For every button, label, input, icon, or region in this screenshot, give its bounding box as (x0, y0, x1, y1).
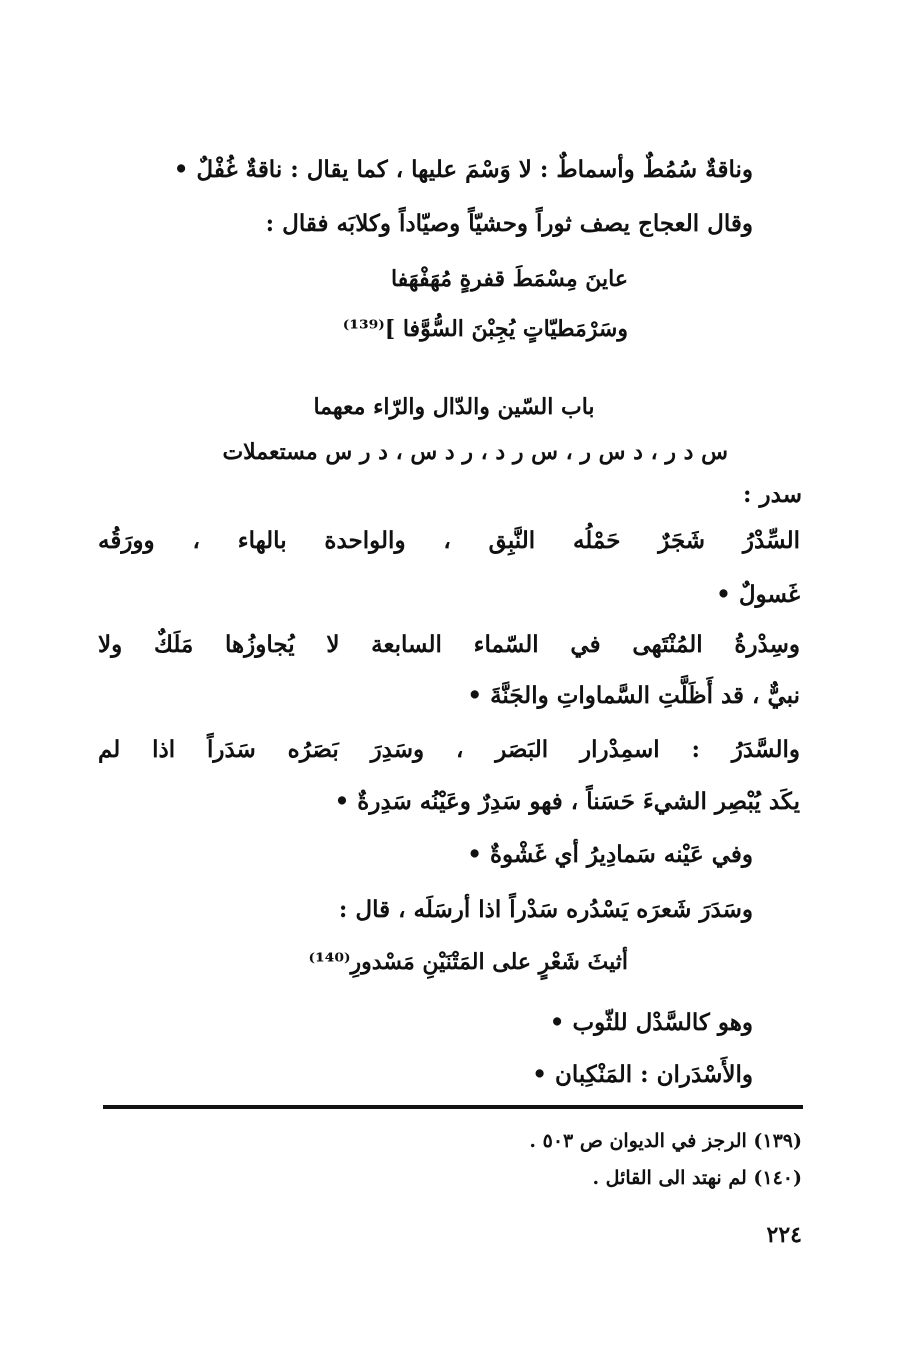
text-line: وفي عَيْنه سَمادِيرُ أي غَشْوةٌ • (467, 841, 753, 868)
section-subtitle: س د ر ، د س ر ، س ر د ، ر د س ، د ر س مستعملات (222, 439, 728, 465)
text-line: وناقةٌ سُمُطٌ وأسماطٌ : لا وَسْمَ عليها ، كما يقال : ناقةٌ غُفْلٌ • (173, 156, 753, 183)
text-line: غَسولٌ • (716, 581, 800, 608)
section-title: باب السّين والدّال والرّاء معهما (313, 394, 595, 420)
text-line: والسَّدَرُ : اسمِدْرار البَصَر ، وسَدِرَ بَصَرُه سَدَراً اذا لم (98, 736, 800, 763)
text-line: السِّدْرُ شَجَرٌ حَمْلُه النَّبِق ، والواحدة بالهاء ، وورَقُه (98, 527, 800, 554)
text-line: والأَسْدَران : المَنْكِبان • (532, 1061, 753, 1088)
footnote: (١٤٠) لم نهتد الى القائل . (592, 1167, 802, 1189)
entry-heading: سدر : (743, 481, 802, 508)
footnote: (١٣٩) الرجز في الديوان ص ٥٠٣ . (529, 1130, 802, 1152)
verse-line: وسَرْمَطيّاتٍ يُجِبْنَ السُّوَّفا ]⁽¹³⁹⁾ (342, 316, 628, 342)
text-line: نبيٌّ ، قد أَظَلَّتِ السَّماواتِ والجَنَّةَ • (467, 682, 800, 709)
verse-line: عاينَ مِسْمَطَ قفرةٍ مُهَفْهَفا (390, 266, 628, 292)
verse-line: أثيثَ شَعْرٍ على المَتْنَيْنِ مَسْدورِ⁽¹⁴⁰⁾ (308, 949, 628, 975)
text-line: وهو كالسَّدْل للثّوب • (549, 1009, 753, 1036)
footnote-divider (103, 1105, 803, 1109)
text-line: وسِدْرةُ المُنْتَهى في السّماء السابعة لا يُجاوزُها مَلَكٌ ولا (98, 631, 800, 658)
page-number: ٢٢٤ (766, 1222, 802, 1248)
text-line: وقال العجاج يصف ثوراً وحشيّاً وصيّاداً وكلابَه فقال : (265, 210, 753, 237)
text-line: يكَد يُبْصِر الشيءَ حَسَناً ، فهو سَدِرٌ وعَيْنُه سَدِرةٌ • (334, 788, 800, 815)
text-line: وسَدَرَ شَعرَه يَسْدُره سَدْراً اذا أرسَلَه ، قال : (338, 896, 753, 923)
